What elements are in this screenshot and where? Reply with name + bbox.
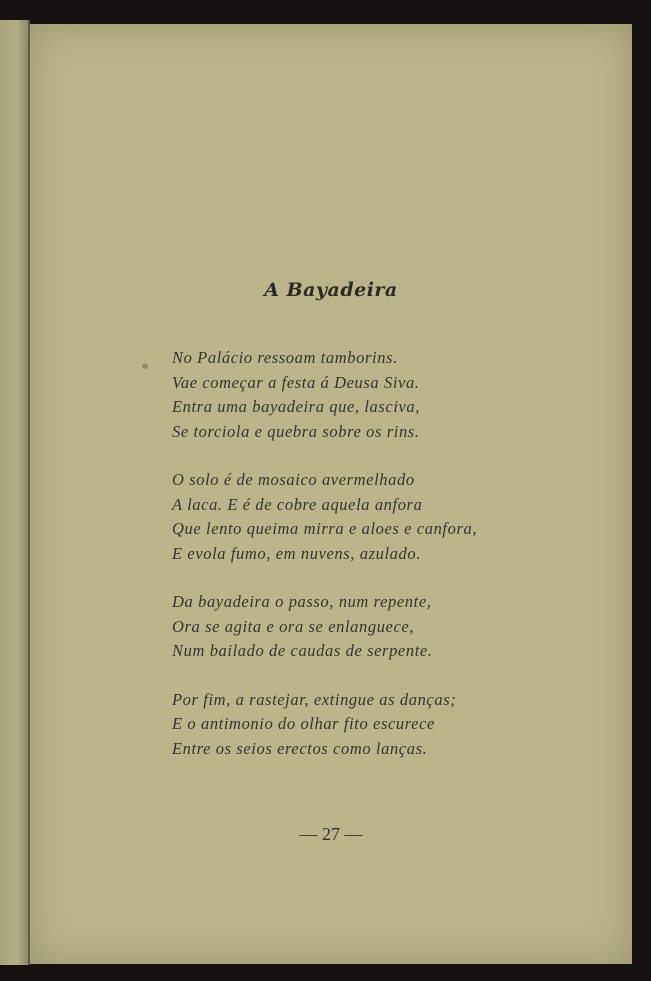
poem-line: Entre os seios erectos como lanças. [172, 738, 428, 758]
poem-line: Vae começar a festa á Deusa Siva. [172, 372, 420, 392]
stanza [172, 346, 592, 444]
poem-line: E o antimonio do olhar fito escurece [172, 714, 435, 733]
poem-title: A Bayadeira [264, 279, 398, 301]
poem-body [172, 346, 592, 785]
stanza [172, 468, 592, 566]
poem-line: Ora se agita e ora se enlanguece, [172, 616, 415, 636]
book-page [30, 24, 632, 964]
paper-speck [142, 364, 148, 369]
poem-line: Por fim, a rastejar, extingue as danças; [172, 689, 457, 709]
stanza [172, 590, 592, 664]
poem-line: Que lento queima mirra e aloes e canfora, [172, 519, 478, 538]
poem-line: Da bayadeira o passo, num repente, [172, 592, 432, 611]
poem-line: O solo é de mosaico avermelhado [172, 470, 415, 489]
poem-line: Se torciola e quebra sobre os rins. [172, 421, 420, 441]
poem-line: E evola fumo, em nuvens, azulado. [172, 543, 421, 563]
page-number: — 27 — [299, 824, 363, 844]
stanza [172, 688, 592, 762]
poem-line: Entra uma bayadeira que, lasciva, [172, 397, 421, 416]
poem-line: No Palácio ressoam tamborins. [172, 348, 398, 367]
poem-line: A laca. E é de cobre aquela anfora [172, 494, 423, 514]
adjacent-page-edge [0, 20, 30, 965]
poem-line: Num bailado de caudas de serpente. [172, 641, 433, 660]
